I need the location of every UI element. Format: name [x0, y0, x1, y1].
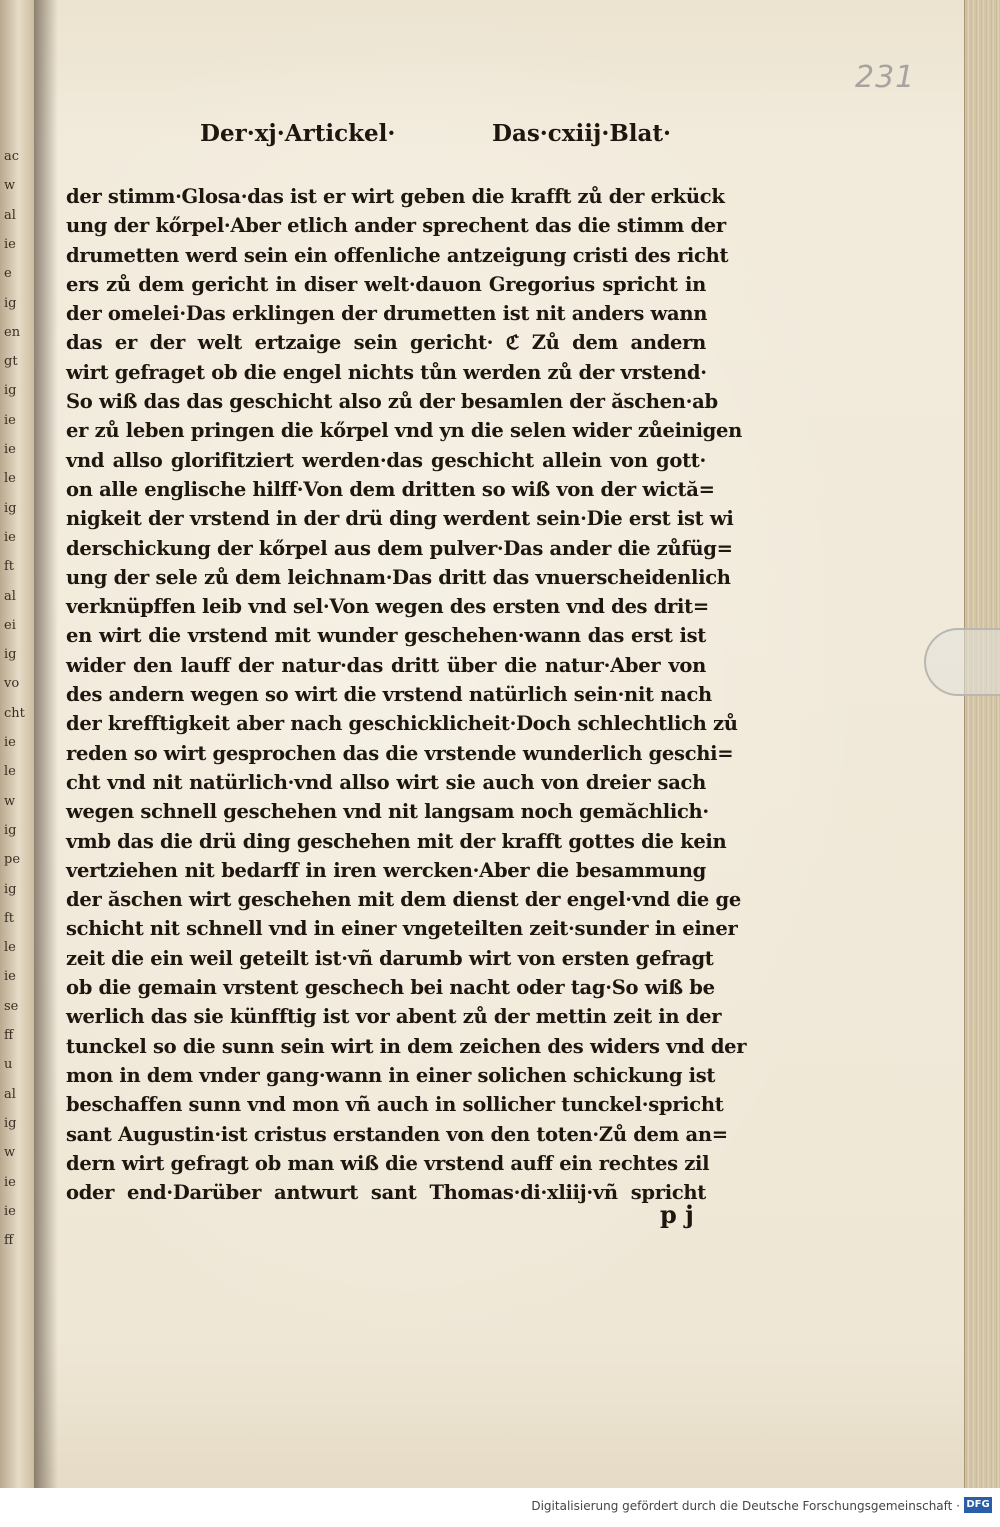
text-line: vmb das die drü ding geschehen mit der krafft gottes die kein [66, 829, 727, 853]
text-line: ung der sele zů dem leichnam·Das dritt das vnuerscheidenlich [66, 565, 731, 589]
text-line: zeit die ein weil geteilt ist·vñ darumb wirt von ersten gefragt [66, 946, 714, 970]
left-page-fragment: ie [4, 1174, 16, 1190]
text-line: der stimm·Glosa·das ist er wirt geben die krafft zů der erkück [66, 185, 725, 208]
left-page-fragment: ie [4, 1203, 16, 1219]
text-line: er zů leben pringen die kőrpel vnd yn die selen wider zůeinigen [66, 419, 742, 443]
left-page-fragment: ft [4, 559, 15, 575]
page-edges [964, 0, 1000, 1488]
left-page-fragment: al [4, 207, 16, 223]
text-line: ers zů dem gericht in diser welt·dauon Gregorius spricht in [66, 272, 706, 296]
text-line: beschaffen sunn vnd mon vñ auch in sollicher tunckel·spricht [66, 1093, 724, 1117]
left-page-fragment: ft [4, 910, 15, 926]
left-page-fragment: ig [4, 500, 17, 516]
left-page-fragment: vo [4, 676, 20, 692]
text-line: en wirt die vrstend mit wunder geschehen·wann das erst ist [66, 624, 706, 648]
left-page-fragment: al [4, 588, 16, 604]
left-page-fragment: le [4, 471, 16, 487]
left-page-fragment: ie [4, 969, 16, 985]
left-page-fragment: ig [4, 295, 17, 311]
footer-credit: Digitalisierung gefördert durch die Deutsche Forschungsgemeinschaft · [531, 1499, 960, 1513]
text-line: tunckel so die sunn sein wirt in dem zeichen des widers vnd der [66, 1034, 747, 1058]
left-page-fragment: ff [4, 1028, 14, 1043]
left-page-fragment: ei [4, 617, 16, 633]
left-page-fragment: u [4, 1057, 13, 1073]
text-line: vertziehen nit bedarff in iren wercken·Aber die besammung [66, 858, 706, 882]
text-line: oder end·Darüber antwurt sant Thomas·di·xliij·vñ spricht [66, 1181, 706, 1205]
left-page-fragment: ig [4, 1115, 17, 1131]
text-line: So wiß das das geschicht also zů der besamlen der ăschen·ab [66, 390, 718, 414]
text-line: verknüpffen leib vnd sel·Von wegen des ersten vnd des drit= [66, 595, 709, 619]
text-line: dern wirt gefragt ob man wiß die vrstend auff ein rechtes zil [66, 1151, 710, 1175]
text-line: cht vnd nit natürlich·vnd allso wirt sie auch von dreier sach [66, 770, 706, 794]
running-head-left: Der·xj·Artickel· [200, 120, 396, 147]
left-page-fragment: le [4, 764, 16, 780]
left-page-fragment: al [4, 1086, 16, 1102]
text-line: werlich das sie künfftig ist vor abent zů der mettin zeit in der [66, 1005, 722, 1029]
text-line: sant Augustin·ist cristus erstanden von den toten·Zů dem an= [66, 1122, 728, 1146]
left-page-fragment: ig [4, 881, 17, 897]
text-line: vnd allso glorifitziert werden·das geschicht allein von gott· [66, 448, 706, 472]
left-page-fragment: ig [4, 822, 17, 838]
signature-mark: p j [660, 1200, 694, 1229]
left-page-fragment: cht [4, 705, 25, 721]
left-page-fragment: ig [4, 383, 17, 399]
body-text [66, 182, 747, 1207]
text-line: derschickung der kőrpel aus dem pulver·Das ander die zůfüg= [66, 536, 733, 560]
text-line: reden so wirt gesprochen das die vrstende wunderlich geschi= [66, 741, 734, 765]
left-page-edge [0, 0, 36, 1488]
left-page-fragment: ie [4, 529, 16, 545]
footer-bar [0, 1488, 1000, 1527]
text-line: drumetten werd sein ein offenliche antzeigung cristi des richt [66, 243, 729, 267]
text-line: des andern wegen so wirt die vrstend natürlich sein·nit nach [66, 683, 712, 707]
text-line: on alle englische hilff·Von dem dritten so wiß von der wictă= [66, 477, 715, 501]
left-page-fragment: le [4, 940, 16, 956]
text-line: der krefftigkeit aber nach geschicklicheit·Doch schlechtlich zů [66, 712, 738, 736]
left-page-fragment: ie [4, 412, 16, 428]
dfg-logo-icon: DFG [964, 1497, 992, 1513]
left-page-fragment: se [4, 998, 19, 1014]
page-clip [924, 628, 1000, 696]
running-head-right: Das·cxiij·Blat· [492, 120, 672, 147]
text-line: das er der welt ertzaige sein gericht· ℭ Zů dem andern [66, 331, 706, 355]
text-line: wegen schnell geschehen vnd nit langsam noch gemăchlich· [66, 800, 709, 824]
left-page-fragment: gt [4, 354, 18, 370]
text-line: nigkeit der vrstend in der drü ding werdent sein·Die erst ist wi [66, 507, 734, 531]
left-page-fragment: ig [4, 647, 17, 663]
folio-number: 231 [855, 60, 916, 95]
left-page-fragment: w [4, 1145, 16, 1161]
text-line: ob die gemain vrstent geschech bei nacht oder tag·So wiß be [66, 976, 715, 1000]
text-line: schicht nit schnell vnd in einer vngeteilten zeit·sunder in einer [66, 917, 738, 941]
text-line: wider den lauff der natur·das dritt über die natur·Aber von [66, 653, 706, 677]
left-page-fragment: en [4, 324, 21, 340]
left-page-fragment: pe [4, 852, 21, 868]
spine-shadow [34, 0, 58, 1488]
left-page-fragment: w [4, 793, 16, 809]
left-page-fragment: ac [4, 149, 20, 164]
left-page-fragment: ie [4, 236, 16, 252]
text-line: wirt gefraget ob die engel nichts tůn werden zů der vrstend· [66, 360, 707, 384]
text-line: der ăschen wirt geschehen mit dem dienst der engel·vnd die ge [66, 888, 741, 912]
left-page-fragment: ff [4, 1233, 14, 1249]
left-page-fragment: w [4, 178, 16, 194]
left-page-fragment: ie [4, 735, 16, 750]
text-line: der omelei·Das erklingen der drumetten ist nit anders wann [66, 302, 708, 326]
text-line: ung der kőrpel·Aber etlich ander sprechent das die stimm der [66, 214, 726, 238]
left-page-fragment: ie [4, 442, 16, 457]
text-line: mon in dem vnder gang·wann in einer solichen schickung ist [66, 1063, 716, 1087]
left-page-fragment: e [4, 266, 12, 282]
